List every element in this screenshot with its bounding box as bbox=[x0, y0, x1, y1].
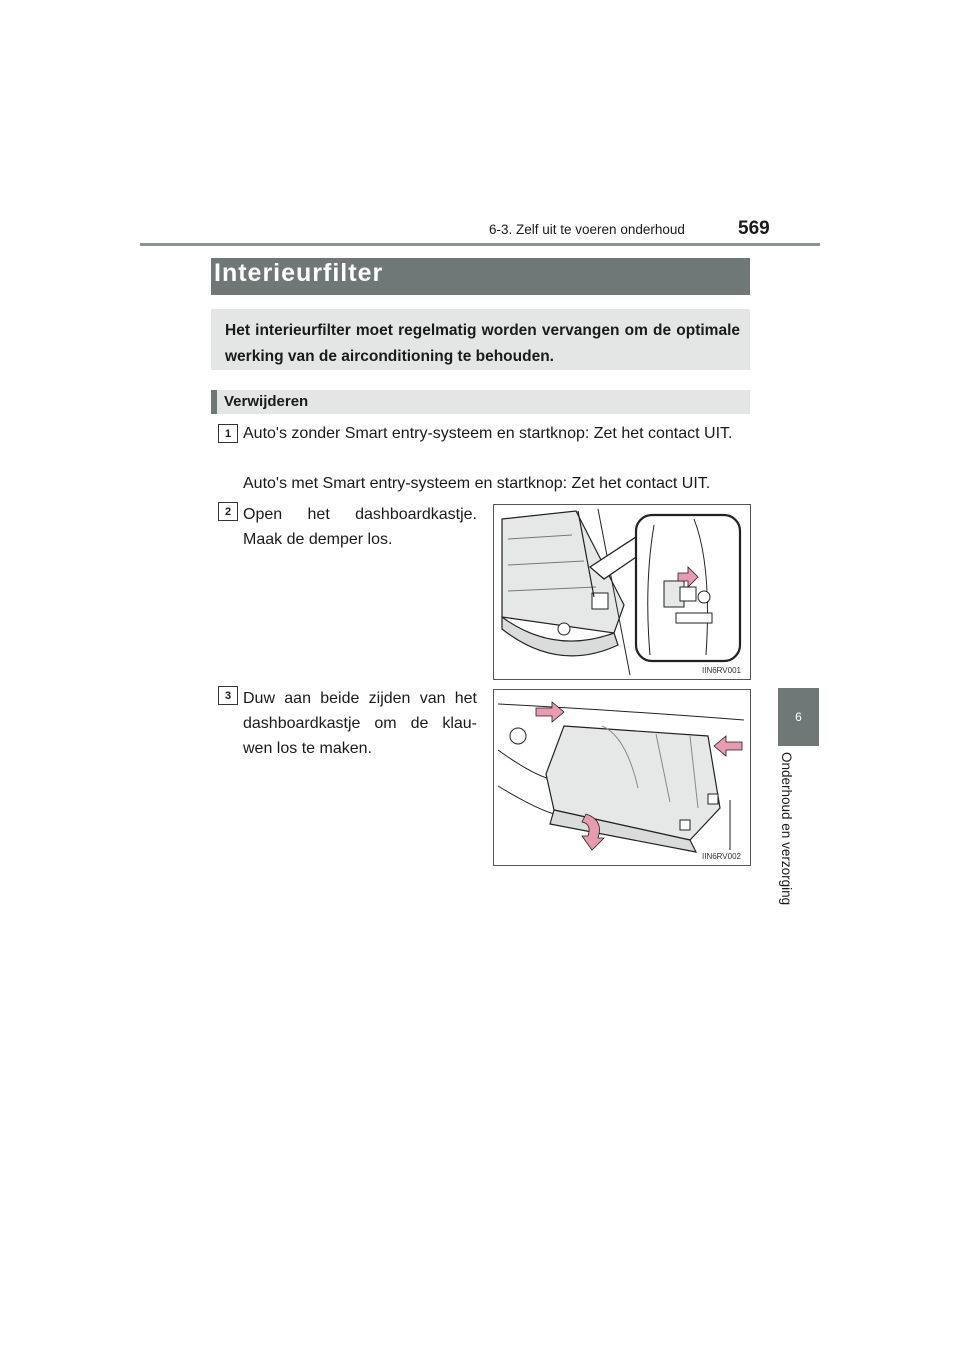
chapter-tab[interactable]: 6 bbox=[778, 688, 819, 746]
page-title: Interieurfilter bbox=[214, 259, 384, 287]
arrow-left-icon bbox=[714, 736, 742, 756]
subheading-accent bbox=[211, 390, 217, 414]
figure-code-1: IIN6RV001 bbox=[702, 666, 741, 675]
section-header: 6-3. Zelf uit te voeren onderhoud bbox=[489, 222, 685, 237]
step-1-text-b: Auto's met Smart entry-systeem en startknop: Zet het contact UIT. bbox=[243, 475, 711, 492]
subheading: Verwijderen bbox=[224, 393, 309, 410]
chapter-label: Onderhoud en verzorging bbox=[779, 752, 794, 906]
step-number-2: 2 bbox=[218, 502, 238, 521]
step-number-3: 3 bbox=[218, 686, 238, 705]
figure-glovebox-claws bbox=[493, 689, 751, 866]
step-1-text-a: Auto's zonder Smart entry-systeem en startknop: Zet het contact UIT. bbox=[243, 425, 733, 442]
step-2-text: Open het dashboardkastje. Maak de demper los. bbox=[243, 506, 477, 548]
step-3-text: Duw aan beide zijden van het dashboardkastje om de klau-wen los te maken. bbox=[243, 690, 477, 757]
header-rule bbox=[140, 243, 820, 246]
step-number-1: 1 bbox=[218, 424, 238, 443]
glovebox-damper-illustration bbox=[494, 505, 750, 679]
arrow-right-icon bbox=[536, 702, 564, 722]
page-number: 569 bbox=[738, 218, 770, 239]
glovebox-claws-illustration bbox=[494, 690, 750, 865]
figure-glovebox-damper bbox=[493, 504, 751, 680]
intro-text: Het interieurfilter moet regelmatig worden vervangen om de optimale werking van de airconditioning te behouden. bbox=[225, 322, 740, 365]
figure-code-2: IIN6RV002 bbox=[702, 852, 741, 861]
